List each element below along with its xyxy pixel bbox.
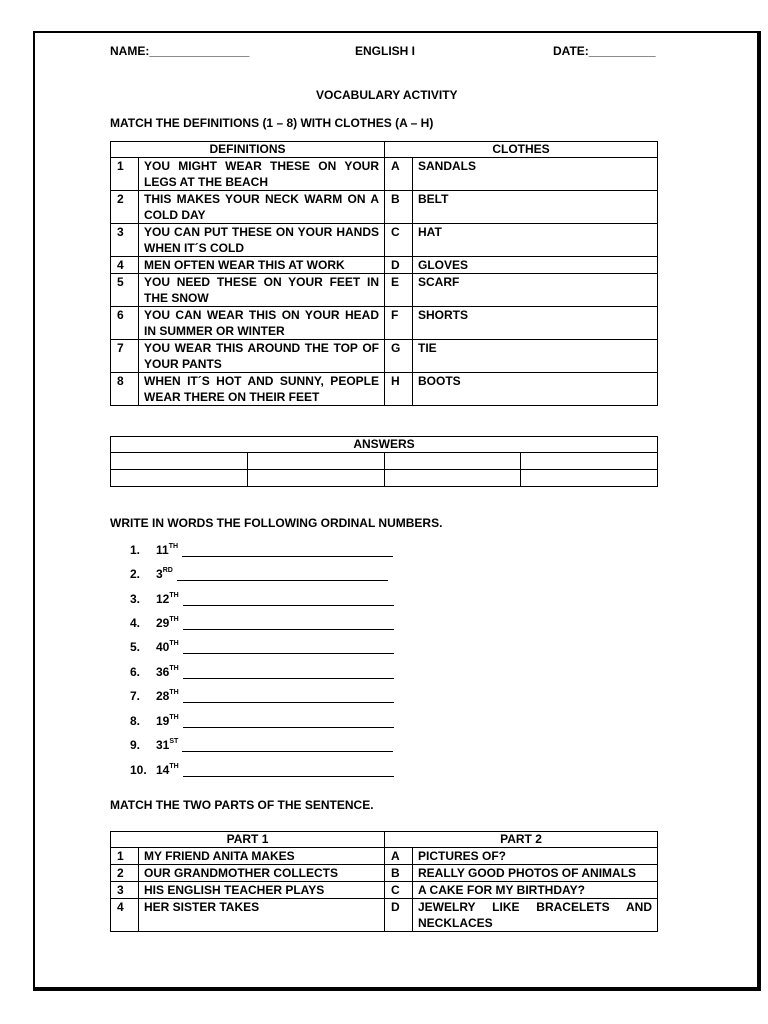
ordinal-item — [130, 763, 394, 777]
ordinal-index: 8. — [130, 714, 141, 728]
ordinal-suffix: TH — [169, 640, 179, 647]
row-number: 2 — [111, 191, 139, 224]
ordinal-suffix: TH — [168, 543, 179, 550]
part1-cell: HIS ENGLISH TEACHER PLAYS — [139, 882, 385, 899]
ordinal-suffix: RD — [162, 567, 173, 574]
clothes-cell: HAT — [413, 224, 658, 257]
ordinal-item — [130, 616, 394, 630]
answer-line[interactable] — [183, 668, 394, 679]
ordinal-suffix: TH — [169, 616, 179, 623]
table-row — [111, 373, 658, 406]
row-number: 5 — [111, 274, 139, 307]
ordinal-item — [130, 543, 393, 557]
table-row — [111, 158, 658, 191]
answer-line[interactable] — [177, 570, 388, 581]
ordinal-number: 28 — [156, 689, 170, 703]
answer-line[interactable] — [183, 766, 394, 777]
row-number: 3 — [111, 882, 139, 899]
ordinal-index: 1. — [130, 543, 141, 557]
ordinal-number: 14 — [156, 763, 170, 777]
answer-cell[interactable] — [111, 470, 248, 487]
name-field[interactable]: NAME:_______________ — [110, 44, 250, 58]
table-row — [111, 848, 658, 865]
date-field[interactable]: DATE:__________ — [553, 44, 656, 58]
ordinal-index: 10. — [130, 763, 147, 777]
ordinal-suffix: ST — [169, 738, 179, 745]
answers-row — [111, 470, 658, 487]
ordinal-item — [130, 738, 393, 752]
ordinal-number: 19 — [156, 714, 170, 728]
part2-cell: A CAKE FOR MY BIRTHDAY? — [413, 882, 658, 899]
row-letter: C — [385, 224, 413, 257]
ordinal-number: 36 — [156, 665, 170, 679]
row-number: 2 — [111, 865, 139, 882]
table-row — [111, 224, 658, 257]
answer-line[interactable] — [182, 546, 393, 557]
table-row — [111, 865, 658, 882]
row-number: 1 — [111, 848, 139, 865]
part1-cell: HER SISTER TAKES — [139, 899, 385, 932]
definition-cell: YOU MIGHT WEAR THESE ON YOUR LEGS AT THE BEACH — [139, 158, 385, 191]
answer-cell[interactable] — [247, 453, 384, 470]
section1-instruction: MATCH THE DEFINITIONS (1 – 8) WITH CLOTHES (A – H) — [110, 116, 434, 130]
ordinal-item — [130, 567, 388, 581]
answer-line[interactable] — [183, 595, 394, 606]
answers-header: ANSWERS — [111, 437, 658, 453]
answer-line[interactable] — [183, 717, 394, 728]
ordinal-item — [130, 689, 394, 703]
ordinal-suffix: TH — [169, 592, 179, 599]
definitions-table — [110, 141, 658, 406]
row-letter: B — [385, 191, 413, 224]
ordinal-item — [130, 640, 394, 654]
row-letter: B — [385, 865, 413, 882]
part2-cell: REALLY GOOD PHOTOS OF ANIMALS — [413, 865, 658, 882]
clothes-cell: BOOTS — [413, 373, 658, 406]
clothes-cell: BELT — [413, 191, 658, 224]
ordinal-index: 2. — [130, 567, 141, 581]
answer-line[interactable] — [183, 692, 394, 703]
table-row — [111, 899, 658, 932]
definition-cell: MEN OFTEN WEAR THIS AT WORK — [139, 257, 385, 274]
section3-instruction: MATCH THE TWO PARTS OF THE SENTENCE. — [110, 798, 374, 812]
ordinal-item — [130, 714, 394, 728]
answer-cell[interactable] — [247, 470, 384, 487]
ordinal-number: 40 — [156, 640, 170, 654]
answer-line[interactable] — [183, 619, 394, 630]
definition-cell: YOU WEAR THIS AROUND THE TOP OF YOUR PANTS — [139, 340, 385, 373]
row-number: 1 — [111, 158, 139, 191]
definition-cell: YOU CAN WEAR THIS ON YOUR HEAD IN SUMMER OR WINTER — [139, 307, 385, 340]
table-row — [111, 191, 658, 224]
ordinal-suffix: TH — [169, 714, 179, 721]
row-letter: E — [385, 274, 413, 307]
answer-line[interactable] — [183, 643, 394, 654]
ordinal-number: 3 — [156, 567, 163, 581]
table-row — [111, 882, 658, 899]
ordinal-index: 6. — [130, 665, 141, 679]
ordinal-index: 7. — [130, 689, 141, 703]
col-clothes-header: CLOTHES — [385, 142, 658, 158]
table-row — [111, 307, 658, 340]
clothes-cell: SCARF — [413, 274, 658, 307]
ordinal-suffix: TH — [169, 689, 179, 696]
table-row — [111, 274, 658, 307]
answer-cell[interactable] — [521, 470, 658, 487]
col-part2-header: PART 2 — [385, 832, 658, 848]
row-letter: C — [385, 882, 413, 899]
section2-instruction: WRITE IN WORDS THE FOLLOWING ORDINAL NUMBERS. — [110, 516, 443, 530]
row-number: 6 — [111, 307, 139, 340]
definition-cell: WHEN IT´S HOT AND SUNNY, PEOPLE WEAR THERE ON THEIR FEET — [139, 373, 385, 406]
table-row — [111, 257, 658, 274]
row-letter: F — [385, 307, 413, 340]
subject-label: ENGLISH I — [355, 44, 416, 58]
ordinal-number: 11 — [156, 543, 169, 557]
sentence-match-table — [110, 831, 658, 932]
definition-cell: YOU CAN PUT THESE ON YOUR HANDS WHEN IT´S COLD — [139, 224, 385, 257]
part2-cell: PICTURES OF? — [413, 848, 658, 865]
part1-cell: MY FRIEND ANITA MAKES — [139, 848, 385, 865]
ordinal-index: 9. — [130, 738, 141, 752]
ordinal-suffix: TH — [169, 665, 179, 672]
row-number: 4 — [111, 257, 139, 274]
ordinal-item — [130, 665, 394, 679]
col-definitions-header: DEFINITIONS — [111, 142, 385, 158]
answers-row — [111, 453, 658, 470]
part2-cell: JEWELRY LIKE BRACELETS AND NECKLACES — [413, 899, 658, 932]
ordinal-number: 31 — [156, 738, 170, 752]
row-number: 8 — [111, 373, 139, 406]
page-title: VOCABULARY ACTIVITY — [316, 88, 458, 102]
row-letter: D — [385, 257, 413, 274]
row-letter: A — [385, 848, 413, 865]
row-letter: H — [385, 373, 413, 406]
ordinal-number: 12 — [156, 592, 170, 606]
clothes-cell: SANDALS — [413, 158, 658, 191]
row-letter: D — [385, 899, 413, 932]
col-part1-header: PART 1 — [111, 832, 385, 848]
answers-table — [110, 436, 658, 487]
row-number: 3 — [111, 224, 139, 257]
ordinal-index: 4. — [130, 616, 141, 630]
row-number: 7 — [111, 340, 139, 373]
clothes-cell: TIE — [413, 340, 658, 373]
clothes-cell: GLOVES — [413, 257, 658, 274]
answer-cell[interactable] — [521, 453, 658, 470]
answer-line[interactable] — [182, 741, 393, 752]
answer-cell[interactable] — [384, 470, 521, 487]
answer-cell[interactable] — [111, 453, 248, 470]
row-letter: A — [385, 158, 413, 191]
definition-cell: YOU NEED THESE ON YOUR FEET IN THE SNOW — [139, 274, 385, 307]
row-letter: G — [385, 340, 413, 373]
part1-cell: OUR GRANDMOTHER COLLECTS — [139, 865, 385, 882]
definition-cell: THIS MAKES YOUR NECK WARM ON A COLD DAY — [139, 191, 385, 224]
ordinal-suffix: TH — [169, 763, 179, 770]
table-row — [111, 340, 658, 373]
ordinal-number: 29 — [156, 616, 170, 630]
answer-cell[interactable] — [384, 453, 521, 470]
ordinal-item — [130, 592, 394, 606]
ordinal-index: 3. — [130, 592, 141, 606]
row-number: 4 — [111, 899, 139, 932]
ordinal-index: 5. — [130, 640, 141, 654]
clothes-cell: SHORTS — [413, 307, 658, 340]
